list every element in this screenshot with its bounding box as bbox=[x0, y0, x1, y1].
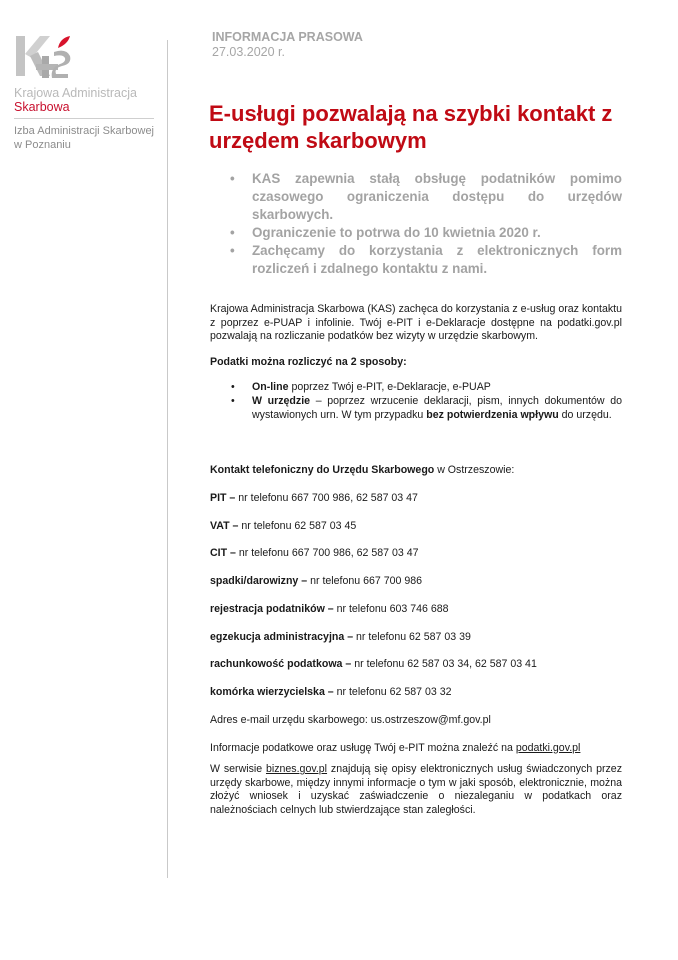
info-line bbox=[210, 742, 622, 756]
phone-label: VAT – bbox=[210, 519, 239, 532]
press-label: INFORMACJA PRASOWA bbox=[212, 30, 363, 44]
press-date: 27.03.2020 r. bbox=[212, 45, 285, 59]
intro-paragraph: Krajowa Administracja Skarbowa (KAS) zachęca do korzystania z e-usług oraz kontaktu z poprzez e-PUAP i infolinie. Twój e-PIT i e-Deklaracje dostępne na podatki.gov.pl pozwalają na rozliczanie podatków bez wizyty w urzędzie skarbowym. bbox=[210, 303, 622, 343]
phone-label: komórka wierzycielska – bbox=[210, 686, 334, 699]
phone-label: rachunkowość podatkowa – bbox=[210, 658, 352, 671]
org-name-line2: Skarbowa bbox=[14, 100, 70, 114]
article-body bbox=[210, 303, 622, 818]
vertical-divider bbox=[167, 40, 168, 878]
phone-row bbox=[210, 575, 622, 589]
lead-bullet: • Ograniczenie to potrwa do 10 kwietnia 2020 r. bbox=[228, 224, 622, 242]
phone-number: nr telefonu 667 700 986, 62 587 03 47 bbox=[235, 547, 419, 560]
press-header bbox=[212, 30, 363, 60]
phone-label: CIT – bbox=[210, 547, 236, 560]
ways-item-text: – poprzez wrzucenie deklaracji, pism, innych dokumentów do wystawionych urn. W tym przypadku bbox=[252, 394, 623, 421]
phone-row bbox=[210, 686, 622, 700]
ways-heading bbox=[210, 356, 622, 370]
phone-number: nr telefonu 603 746 688 bbox=[333, 602, 449, 615]
ways-heading-text: Podatki można rozliczyć na 2 sposoby: bbox=[210, 355, 407, 368]
ways-item-bold2: bez potwierdzenia wpływu bbox=[426, 408, 559, 421]
lead-bullets bbox=[228, 170, 622, 278]
ways-list bbox=[210, 381, 622, 422]
org-name bbox=[14, 86, 137, 114]
phone-number: nr telefonu 62 587 03 34, 62 587 03 41 bbox=[351, 658, 537, 671]
contact-heading bbox=[210, 464, 622, 478]
phone-row bbox=[210, 547, 622, 561]
biznes-paragraph bbox=[210, 763, 622, 817]
kas-logo-icon bbox=[14, 34, 76, 80]
phone-row bbox=[210, 658, 622, 672]
org-unit: Izba Administracji Skarbowej w Poznaniu bbox=[14, 125, 155, 151]
biznes-link[interactable]: biznes.gov.pl bbox=[265, 763, 328, 776]
phone-number: nr telefonu 667 700 986, 62 587 03 47 bbox=[235, 491, 418, 504]
ways-item-bold: On-line bbox=[252, 381, 289, 394]
biznes-text-before: W serwisie bbox=[210, 763, 266, 776]
lead-bullet: • Zachęcamy do korzystania z elektronicznych form rozliczeń i zdalnego kontaktu z nami. bbox=[228, 242, 622, 278]
ways-item-text2: do urzędu. bbox=[558, 408, 612, 421]
biznes-text-after: znajdują się opisy elektronicznych usług świadczonych przez urzędy skarbowe, między innymi informacje o tym w jaki sposób, elektronicznie, można złożyć wniosek i uzyskać zaświadczenie o niezaleganiu w podatkach oraz należnościach celnych lub stwierdzające stan zaległości. bbox=[210, 763, 622, 816]
phone-row bbox=[210, 603, 622, 617]
phone-label: spadki/darowizny – bbox=[210, 575, 308, 588]
lead-bullet: • KAS zapewnia stałą obsługę podatników pomimo czasowego ograniczenia dostępu do urzędów skarbowych. bbox=[228, 170, 622, 224]
org-name-line1: Krajowa Administracja bbox=[14, 86, 137, 100]
phone-row bbox=[210, 631, 622, 645]
email-line: Adres e-mail urzędu skarbowego: us.ostrzeszow@mf.gov.pl bbox=[210, 714, 491, 726]
phone-number: nr telefonu 62 587 03 45 bbox=[238, 519, 357, 532]
podatki-link[interactable]: podatki.gov.pl bbox=[515, 741, 581, 754]
sidebar-divider bbox=[14, 118, 154, 119]
phone-row bbox=[210, 520, 622, 534]
contact-heading-rest: w Ostrzeszowie: bbox=[434, 464, 515, 477]
ways-item-text: poprzez Twój e-PIT, e-Deklaracje, e-PUAP bbox=[288, 381, 491, 394]
phone-number: nr telefonu 62 587 03 39 bbox=[353, 630, 471, 643]
phone-label: egzekucja administracyjna – bbox=[210, 630, 354, 643]
page-title: E-usługi pozwalają na szybki kontakt z urzędem skarbowym bbox=[209, 101, 613, 153]
ways-item-online bbox=[252, 381, 622, 395]
info-text: Informacje podatkowe oraz usługę Twój e-PIT można znaleźć na bbox=[210, 741, 516, 754]
phone-number: nr telefonu 62 587 03 32 bbox=[333, 686, 452, 699]
phone-row bbox=[210, 492, 622, 506]
phone-label: rejestracja podatników – bbox=[210, 602, 334, 615]
ways-item-bold: W urzędzie bbox=[252, 394, 311, 407]
phone-number: nr telefonu 667 700 986 bbox=[307, 575, 423, 588]
ways-item-office bbox=[252, 395, 622, 422]
contact-heading-bold: Kontakt telefoniczny do Urzędu Skarbowego bbox=[210, 464, 435, 477]
phone-label: PIT – bbox=[210, 491, 236, 504]
